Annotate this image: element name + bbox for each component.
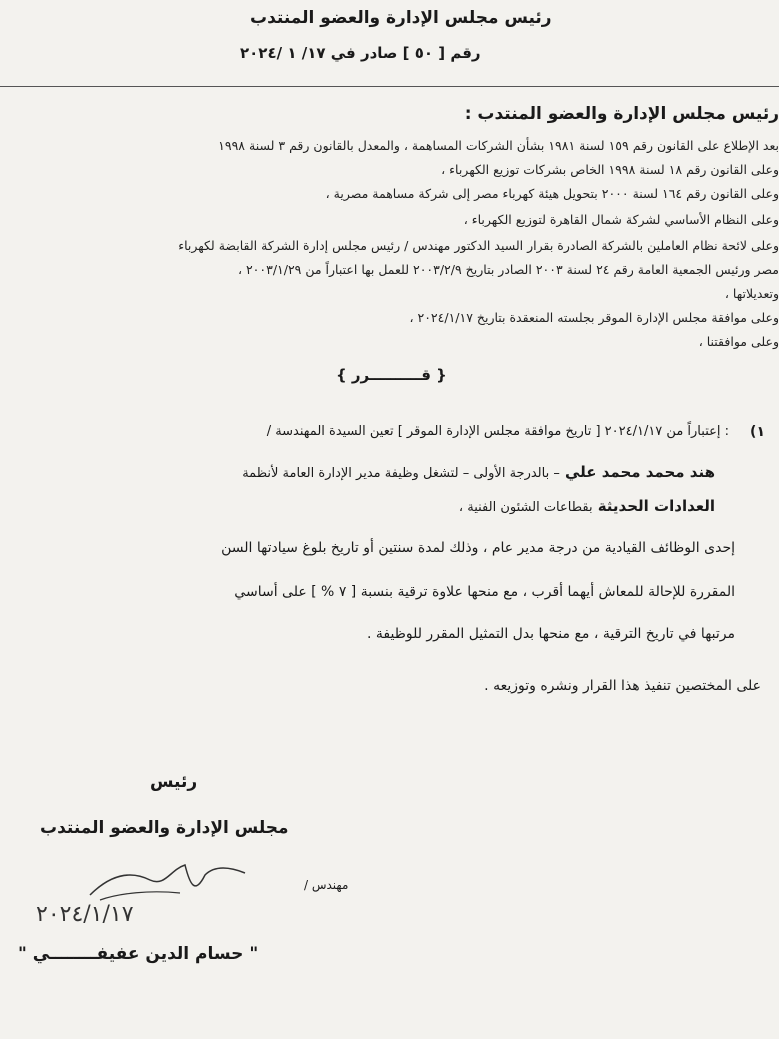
article-line-2: [242, 462, 715, 481]
decision-heading: { قــــــــــرر }: [336, 366, 447, 384]
signatory-title-1: رئيس: [150, 772, 198, 792]
recital-line: وعلى لائحة نظام العاملين بالشركة الصادرة بقرار السيد الدكتور مهندس / رئيس مجلس إدارة الشركة القابضة لكهرباء: [178, 238, 779, 253]
recital-line: وعلى القانون رقم ١٦٤ لسنة ٢٠٠٠ بتحويل هيئة كهرباء مصر إلى شركة مساهمة مصرية ،: [325, 186, 779, 201]
handwritten-date: ٢٠٢٤/١/١٧: [36, 902, 134, 927]
body-line: مرتبها في تاريخ الترقية ، مع منحها بدل التمثيل المقرر للوظيفة .: [366, 626, 735, 642]
signatory-name: " حسام الدين عفيفــــــــي ": [18, 944, 259, 964]
article-line-3-rest: بقطاعات الشئون الفنية ،: [458, 500, 593, 515]
article-number: ١): [750, 424, 765, 440]
appointee-name: هند محمد محمد علي: [564, 463, 715, 481]
signatory-title-2: مجلس الإدارة والعضو المنتدب: [40, 818, 289, 838]
header-title: رئيس مجلس الإدارة والعضو المنتدب: [250, 8, 552, 28]
recital-line: بعد الإطلاع على القانون رقم ١٥٩ لسنة ١٩٨١ بشأن الشركات المساهمة ، والمعدل بالقانون رقم ٣ لسنة ١٩٩٨: [218, 138, 779, 153]
article-line-2-rest: – بالدرجة الأولى – لتشغل وظيفة مدير الإدارة العامة لأنظمة: [242, 466, 560, 481]
recital-line: مصر ورئيس الجمعية العامة رقم ٢٤ لسنة ٢٠٠٣ الصادر بتاريخ ٢٠٠٣/٢/٩ للعمل بها اعتباراً من ٢٠٠٣/١/٢٩ ،: [237, 262, 779, 277]
decision-number-line: رقم [ ٥٠ ] صادر في ١٧/ ١ /٢٠٢٤: [240, 44, 481, 62]
article-line-3: [459, 496, 715, 515]
body-line: إحدى الوظائف القيادية من درجة مدير عام ، وذلك لمدة سنتين أو تاريخ بلوغ سيادتها السن: [221, 540, 735, 556]
header-divider: [0, 86, 779, 87]
body-line: المقررة للإحالة للمعاش أيهما أقرب ، مع منحها علاوة ترقية بنسبة [ ٧ % ] على أساسي: [234, 584, 735, 600]
signatory-prefix: مهندس /: [304, 878, 349, 892]
article-line-1: : إعتباراً من ٢٠٢٤/١/١٧ [ تاريخ موافقة مجلس الإدارة الموقر ] تعين السيدة المهندسة /: [266, 424, 729, 439]
recital-line: وعلى القانون رقم ١٨ لسنة ١٩٩٨ الخاص بشركات توزيع الكهرباء ،: [441, 162, 779, 177]
recital-line: وعلى موافقتنا ،: [698, 334, 779, 349]
recital-line: وعلى النظام الأساسي لشركة شمال القاهرة لتوزيع الكهرباء ،: [463, 212, 779, 227]
closing-line: على المختصين تنفيذ هذا القرار ونشره وتوزيعه .: [484, 678, 761, 694]
recital-line: وتعديلاتها ،: [724, 286, 779, 301]
recital-line: وعلى موافقة مجلس الإدارة الموقر بجلسته المنعقدة بتاريخ ٢٠٢٤/١/١٧ ،: [409, 310, 779, 325]
department-name: العدادات الحديثة: [597, 497, 715, 515]
addressee-line: رئيس مجلس الإدارة والعضو المنتدب :: [464, 104, 779, 124]
